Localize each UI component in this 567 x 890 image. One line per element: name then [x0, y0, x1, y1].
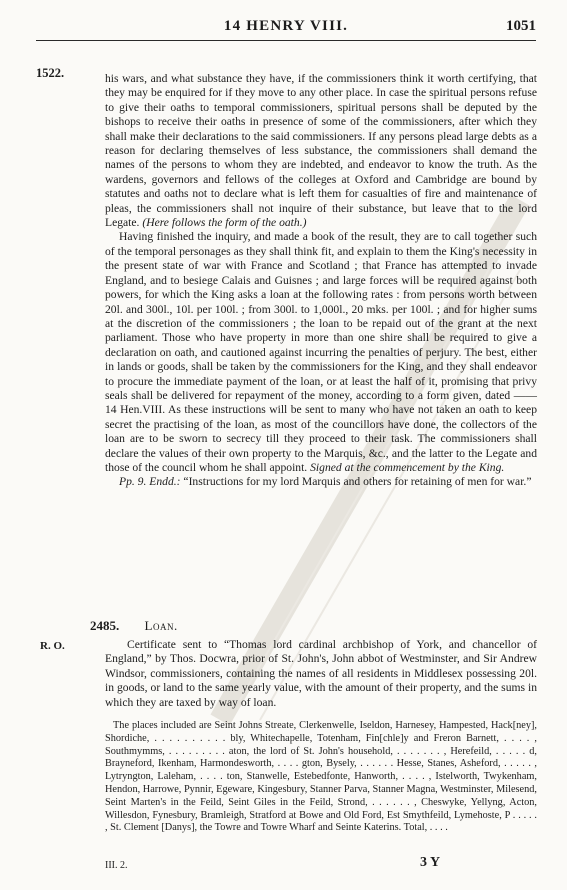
signed-note: Signed at the commencement by the King. [310, 460, 505, 474]
main-text [105, 72, 537, 490]
running-head [36, 6, 536, 41]
entry-number: 2485. [90, 618, 120, 633]
paragraph-loan-rates [105, 230, 537, 475]
footer-signature-mark: 3 Y [420, 855, 441, 870]
margin-year: 1522. [36, 66, 65, 80]
paragraph-text: his wars, and what substance they have, if the commissioners think it worth certifying, that they may be enquired for if they move to any other place. In case the spiritual persons refuse to give their oaths to temporal commissioners, spiritual persons shall be deputed by the bishops to receive their oaths in presence of some of the commissioners, after which they shall make their declarations to the said commissioners. If any persons plead large debts as a reason for declaring themselves of less substance, the commissioners shall demand the names of the persons to whom they are indebted, and endeavor to know the truth. As the wardens, governors and fellows of the colleges at Oxford and Cambridge are bound by statutes and oaths not to declare what is left them for casualties of fire and maintenance of pleas, the commissioners shall not inquire of their substance, but leave that to the lord Legate. [105, 72, 537, 230]
oath-note: (Here follows the form of the oath.) [142, 216, 307, 230]
paragraph-text: Having finished the inquiry, and made a book of the result, they are to call together such of the temporal personages as they shall think fit, and explain to them the King's necessity in the present state of war with France and Scotland ; that France has attempted to invade England, and to besiege Calais and Guisnes ; and large forces will be required against both powers, for which the King asks a loan at the following rates : from persons worth between 20l. and 300l., 10l. per 100l. ; from 300l. to 1,000l., 20 mks. per 100l. ; and for higher sums at the discretion of the commissioners ; the loan to be repaid out of the grant at the next parliament. Those who have property in more than one shire shall be required to give a declaration on oath, and cautioned against incurring the penalties of perjury. The best, either in lands or goods, shall be taken by the commissioners for the King, and they shall endeavor to procure the immediate payment of the loan, or at least the half of it, promising that privy seals shall be delivered for repayment of the money, according to a form given, dated —— 14 Hen.VIII. As these instructions will be sent to many who have not taken an oath to keep secret the practising of the loan, as most of the councillors have done, the collectors of the loan are to be sworn to secrecy till they proceed to their task. The commissioners shall declare the values of their own property to the Marquis, &c., and the latter to the Legate and those of the council whom he shall appoint. [105, 230, 537, 474]
places-list [105, 720, 537, 835]
footer-volume-ref: III. 2. [105, 860, 128, 871]
page-number: 1051 [506, 18, 536, 34]
margin-source-ref: R. O. [40, 640, 65, 652]
entry-paragraph: Certificate sent to “Thomas lord cardinal archbishop of York, and chancellor of England,” by Thos. Docwra, prior of St. John's, John abbot of Westminster, and Sir Andrew Windsor, commissioners, containing the names of all residents in Middlesex possessing 20l. in goods, or land to the same yearly value, with the amount of their property, and the sums in which they are taxed by way of loan. [105, 638, 537, 709]
entry-title: Loan. [144, 618, 178, 633]
endorsement-line [105, 475, 537, 489]
places-paragraph: The places included are Seint Johns Streate, Clerkenwelle, Iseldon, Harnesey, Hampested, Hack[ney], Shordiche, . . . . . . . . . . bly, Whitechapelle, Totenham, Fin[chle]y and Freron Barnett, . . . . , Southmymms, . . . . . . . . . aton, the lord of St. John's household, . . . . . . . , Herefeild, . . . . . d, Brayneford, Ikenham, Harmondesworth, . . . . gton, Bysely, . . . . . . Hesse, Stanes, Asheford, . . . . . , Lytryngton, Laleham, . . . . ton, Stanwelle, Estebedfonte, Hanworth, . . . . , Istelworth, Twykenham, Hendon, Harrowe, Pynnir, Egeware, Kingesbury, Stanner Parva, Stanner Magna, Westminster, Milesend, Seint Marten's in the Feild, Seint Giles in the Feild, Strond, . . . . . . , Cheswyke, Yellyng, Acton, Willesdon, Fynesbury, Bramleigh, Stratford at Bowe and Old Ford, Est Smythfeild, Lymehoste, P . . . . . , St. Clement [Danys], the Towre and Towre Wharf and Seinte Katerins. Total, . . . . [105, 720, 537, 834]
endorsement-label: Endd.: [149, 475, 181, 489]
entry-text [105, 638, 537, 710]
running-head-title: 14 HENRY VIII. [223, 18, 349, 34]
page-count: Pp. 9. [119, 475, 147, 489]
endorsement-text: “Instructions for my lord Marquis and others for retaining of men for war.” [183, 475, 532, 489]
paragraph-continuation [105, 72, 537, 230]
entry-heading [90, 618, 178, 634]
